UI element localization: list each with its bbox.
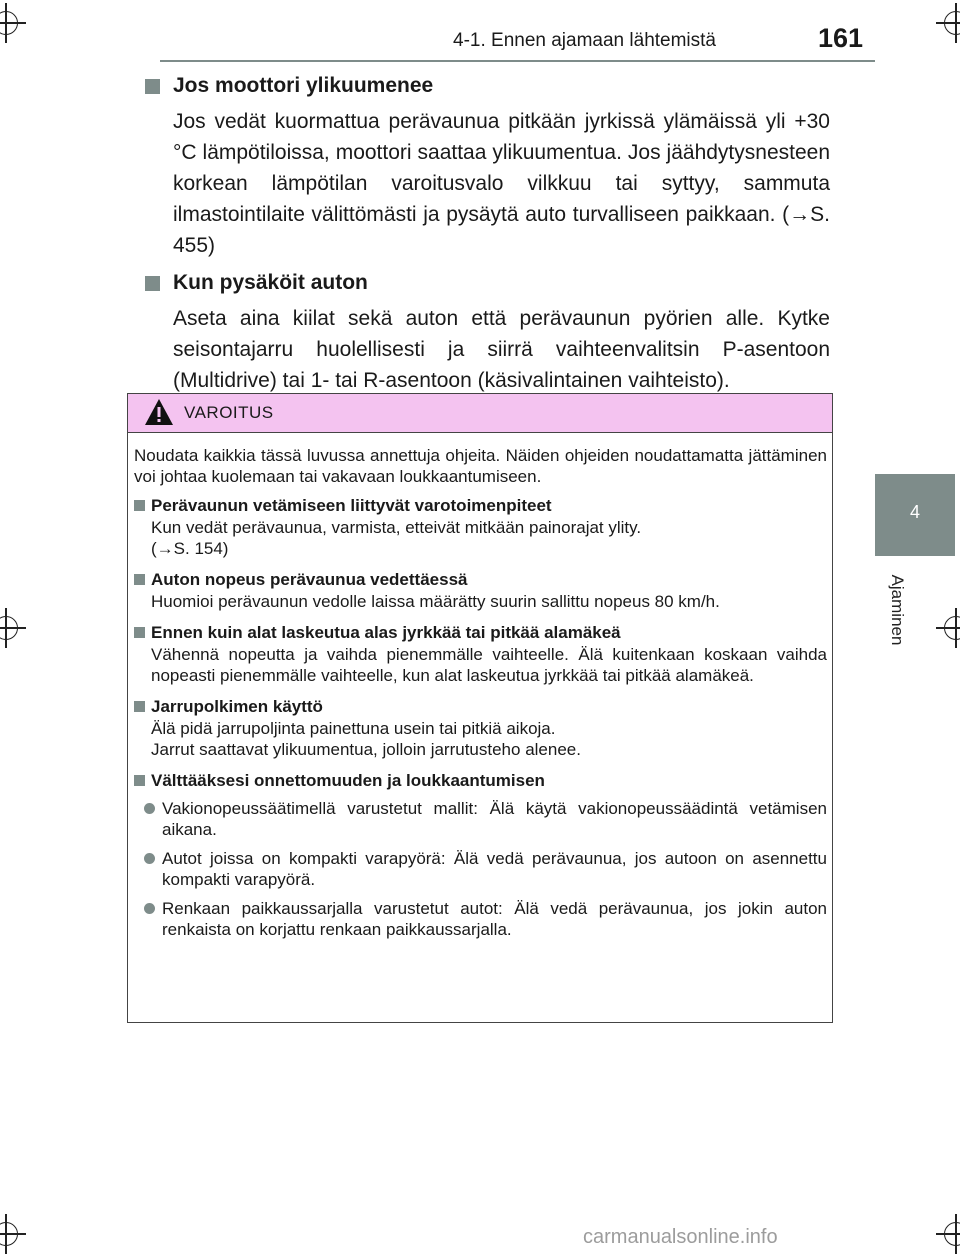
square-bullet-icon [134, 500, 145, 511]
warning-item-text: Vähennä nopeutta ja vaihda pienemmälle vaihteelle. Älä kuitenkaan koskaan vaihda nopeasti pienemmälle vaihteelle, kun alat laskeutua jyrkkää tai pitkää alamäkeä. [151, 645, 827, 685]
warning-item [134, 770, 827, 940]
chapter-tab [875, 474, 955, 556]
main-content [145, 70, 830, 402]
square-bullet-icon [134, 627, 145, 638]
warning-body [128, 433, 832, 940]
warning-item [134, 696, 827, 760]
circle-bullet-icon [144, 803, 155, 814]
square-bullet-icon [134, 574, 145, 585]
registration-mark-icon [0, 3, 26, 43]
warning-intro: Noudata kaikkia tässä luvussa annettuja ohjeita. Näiden ohjeiden noudattamatta jättäminen voi johtaa kuolemaan tai vakavaan loukkaantumiseen. [134, 446, 827, 486]
registration-mark-icon [0, 1214, 26, 1254]
warning-title: VAROITUS [184, 403, 274, 422]
registration-mark-icon [936, 1214, 960, 1254]
registration-mark-icon [0, 608, 26, 648]
warning-item-text: Kun vedät perävaunua, varmista, etteivät mitkään painorajat ylity. [151, 518, 642, 537]
chapter-number: 4 [909, 502, 920, 522]
warning-item [134, 495, 827, 559]
section-heading: Jos moottori ylikuumenee [145, 70, 830, 102]
circle-bullet-icon [144, 903, 155, 914]
registration-mark-icon [936, 608, 960, 648]
warning-header [128, 394, 832, 433]
watermark: carmanualsonline.info [583, 1226, 778, 1248]
page-number: 161 [818, 23, 864, 53]
warning-item-text: Jarrut saattavat ylikuumentua, jolloin jarrutusteho alenee. [151, 740, 581, 759]
warning-item-heading: Ennen kuin alat laskeutua alas jyrkkää tai pitkää alamäkeä [134, 622, 827, 644]
bullet-item: Autot joissa on kompakti varapyörä: Älä vedä perävaunua, jos autoon on asennettu kompakti varapyörä. [134, 848, 827, 890]
chapter-name: Ajaminen [888, 574, 907, 646]
square-bullet-icon [145, 276, 160, 291]
warning-item-text: Älä pidä jarrupoljinta painettuna usein tai pitkiä aikoja. [151, 719, 556, 738]
warning-item-heading: Auton nopeus perävaunua vedettäessä [134, 569, 827, 591]
circle-bullet-icon [144, 853, 155, 864]
page-reference: (→S. 154) [151, 539, 229, 558]
bullet-item: Vakionopeussäätimellä varustetut mallit: Älä käytä vakionopeussäädintä vetämisen aikana. [134, 798, 827, 840]
chapter-label [882, 565, 912, 655]
warning-item [134, 622, 827, 686]
warning-item-heading: Jarrupolkimen käyttö [134, 696, 827, 718]
square-bullet-icon [134, 775, 145, 786]
section-title: 4-1. Ennen ajamaan lähtemistä [453, 30, 716, 51]
warning-item-text: Huomioi perävaunun vedolle laissa määrätty suurin sallittu nopeus 80 km/h. [151, 592, 720, 611]
registration-mark-icon [936, 3, 960, 43]
section-body: Aseta aina kiilat sekä auton että perävaunun pyörien alle. Kytke seisontajarru huolellisesti ja siirrä vaihteenvalitsin P-asentoon (Multidrive) tai 1- tai R-asentoon (käsivalintainen vaihteisto). [173, 307, 830, 392]
warning-box [127, 393, 833, 1023]
header-rule [160, 60, 875, 62]
square-bullet-icon [134, 701, 145, 712]
square-bullet-icon [145, 79, 160, 94]
bullet-item: Renkaan paikkaussarjalla varustetut autot: Älä vedä perävaunua, jos jokin auton renkaista on korjattu renkaan paikkaussarjalla. [134, 898, 827, 940]
section-body: Jos vedät kuormattua perävaunua pitkään jyrkissä ylämäissä yli +30 °C lämpötiloissa, moottori saattaa ylikuumentua. Jos jäähdytysnesteen korkean lämpötilan varoitusvalo vilkkuu tai syttyy, sammuta ilmastointilaite välittömästi ja pysäytä auto turvalliseen paikkaan. (→S. 455) [173, 110, 830, 257]
warning-item-heading: Perävaunun vetämiseen liittyvät varotoimenpiteet [134, 495, 827, 517]
section-heading: Kun pysäköit auton [145, 267, 830, 299]
warning-item-heading: Välttääksesi onnettomuuden ja loukkaantumisen [134, 770, 827, 792]
warning-item [134, 569, 827, 612]
warning-triangle-icon [144, 398, 174, 426]
